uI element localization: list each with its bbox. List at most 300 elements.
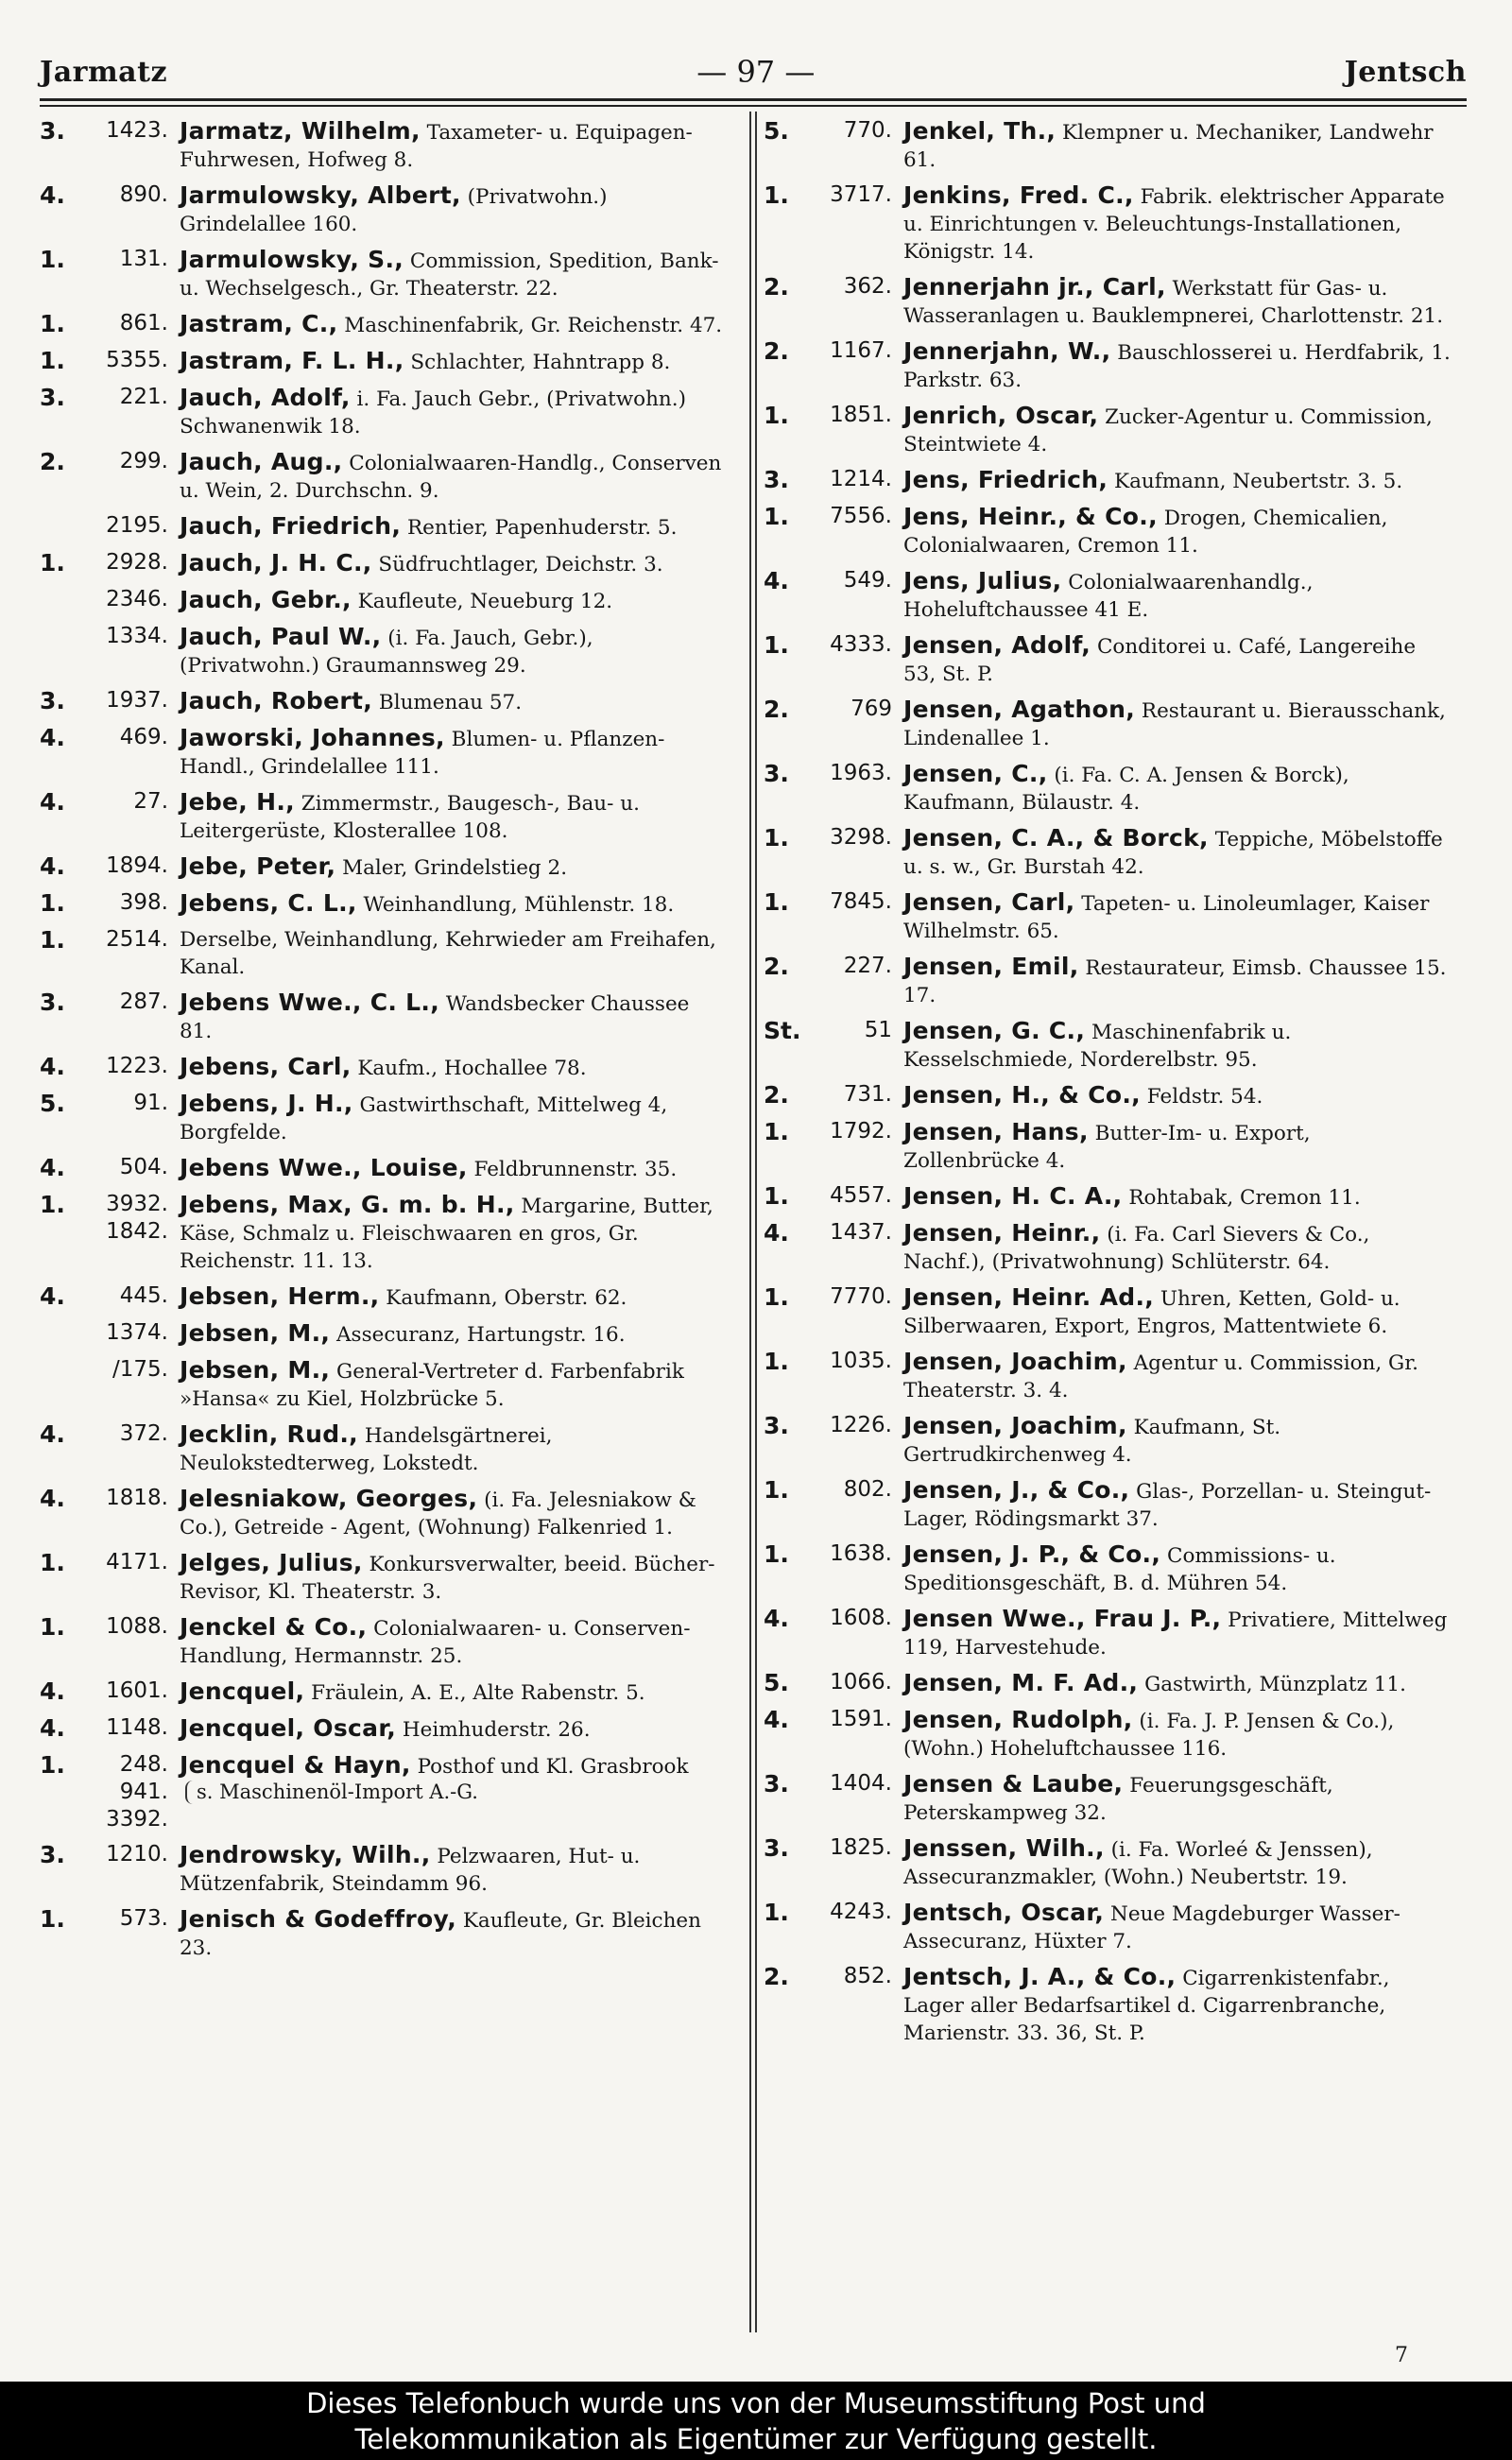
directory-entry	[40, 1549, 731, 1606]
directory-entry	[40, 1090, 731, 1146]
right-column	[764, 117, 1455, 2348]
entry-body	[180, 1751, 731, 1833]
phone-number: 549.	[843, 568, 892, 593]
directory-entry	[764, 1669, 1455, 1698]
exchange-zone: 1.	[764, 503, 789, 530]
phone-number: 362.	[843, 274, 892, 299]
phone-number: 1825.	[830, 1835, 892, 1860]
exchange-zone: 4.	[40, 1154, 65, 1181]
subscriber-name: Jauch, Aug.,	[180, 448, 343, 475]
page-header	[40, 49, 1467, 95]
subscriber-details: Wandsbecker Chaussee 81.	[180, 992, 690, 1043]
exchange-zone: 3.	[40, 117, 65, 145]
subscriber-name: Jencquel,	[180, 1677, 305, 1705]
directory-entry	[764, 337, 1455, 394]
subscriber-name: Jecklin, Rud.,	[180, 1420, 358, 1448]
subscriber-details: Neue Magdeburger Wasser-Assecuranz, Hüxter 7.	[903, 1902, 1400, 1953]
subscriber-details: Maschinenfabrik u. Kesselschmiede, Norderelbstr. 95.	[903, 1021, 1292, 1072]
subscriber-details: Feldstr. 54.	[1146, 1085, 1263, 1109]
bracket-note: s. Maschinenöl-Import A.-G.	[185, 1780, 478, 1804]
exchange-zone: 1.	[764, 1540, 789, 1568]
phone-number: 3717.	[830, 182, 892, 207]
exchange-zone: 1.	[764, 181, 789, 209]
directory-entry	[764, 1706, 1455, 1763]
phone-number: 227.	[843, 954, 892, 978]
directory-entry	[40, 1191, 731, 1275]
header-left-word: Jarmatz	[40, 55, 168, 89]
exchange-zone: 3.	[40, 384, 65, 411]
exchange-zone	[40, 586, 64, 615]
entry-body	[180, 347, 731, 376]
subscriber-details: Maschinenfabrik, Gr. Reichenstr. 47.	[344, 314, 723, 337]
phone-number: 1148.	[106, 1715, 168, 1740]
phone-number: 1223.	[106, 1054, 168, 1078]
subscriber-name: Jens, Friedrich,	[903, 466, 1108, 493]
directory-entry	[764, 696, 1455, 752]
phone-number: 3298.	[830, 825, 892, 850]
directory-entry	[764, 1283, 1455, 1340]
entry-body	[180, 448, 731, 505]
exchange-zone: 2.	[40, 448, 65, 475]
entry-body	[180, 687, 731, 716]
subscriber-name: Jentsch, J. A., & Co.,	[903, 1963, 1177, 1990]
entry-body	[903, 888, 1455, 945]
subscriber-details: Pelzwaaren, Hut- u. Mützenfabrik, Steindamm 96.	[180, 1845, 641, 1896]
phone-number: 1423.	[106, 118, 168, 143]
entry-body	[180, 1485, 731, 1541]
entry-body	[180, 989, 731, 1045]
entry-body	[903, 1899, 1455, 1955]
phone-number: 1851.	[830, 403, 892, 427]
subscriber-details: Feuerungsgeschäft, Peterskampweg 32.	[903, 1774, 1333, 1825]
entry-body	[180, 1677, 731, 1707]
exchange-zone: 1.	[764, 1118, 789, 1145]
entry-body	[180, 549, 731, 578]
subscriber-details: Kaufmann, Neubertstr. 3. 5.	[1114, 470, 1403, 493]
exchange-zone: 2.	[764, 1081, 789, 1109]
entry-body	[903, 1476, 1455, 1533]
subscriber-details: Fabrik. elektrischer Apparate u. Einrichtungen v. Beleuchtungs-Installationen, Königstr. 14.	[903, 185, 1445, 264]
directory-entry	[764, 1963, 1455, 2047]
directory-entry	[764, 1348, 1455, 1404]
subscriber-name: Jebsen, Herm.,	[180, 1282, 380, 1310]
entry-body	[903, 1182, 1455, 1212]
exchange-zone: 4.	[40, 1714, 65, 1742]
exchange-zone: 4.	[764, 567, 789, 594]
exchange-zone: 3.	[764, 1834, 789, 1862]
subscriber-name: Jebe, Peter,	[180, 852, 336, 880]
subscriber-name: Jensen, C. A., & Borck,	[903, 824, 1209, 852]
phone-number: 1334.	[106, 624, 168, 648]
directory-entry	[40, 512, 731, 542]
subscriber-details: Colonialwaaren-Handlg., Conserven u. Wein, 2. Durchschn. 9.	[180, 452, 722, 503]
entry-body	[903, 117, 1455, 174]
entry-body	[180, 926, 731, 981]
phone-number: 2928.	[106, 550, 168, 575]
subscriber-details: (i. Fa. J. P. Jensen & Co.), (Wohn.) Hoheluftchaussee 116.	[903, 1710, 1395, 1761]
directory-entry	[40, 117, 731, 174]
phone-number: 731.	[843, 1082, 892, 1107]
phone-number: 1088.	[106, 1614, 168, 1639]
subscriber-details: Margarine, Butter, Käse, Schmalz u. Fleischwaaren en gros, Gr. Reichenstr. 11. 13.	[180, 1195, 713, 1273]
exchange-zone: 1.	[764, 631, 789, 659]
directory-entry	[40, 1154, 731, 1183]
subscriber-details: Zucker-Agentur u. Commission, Steintwiete 4.	[903, 405, 1433, 456]
directory-entry	[764, 503, 1455, 559]
phone-number: 445.	[119, 1283, 168, 1308]
subscriber-details: Kaufmann, St. Gertrudkirchenweg 4.	[903, 1416, 1281, 1467]
entry-body	[180, 1356, 731, 1413]
subscriber-details: Kaufmann, Oberstr. 62.	[386, 1286, 627, 1310]
subscriber-name: Jauch, Adolf,	[180, 384, 351, 411]
column-divider-secondary	[755, 112, 757, 2332]
entry-body	[180, 117, 731, 174]
subscriber-name: Jensen, H., & Co.,	[903, 1081, 1141, 1109]
exchange-zone: 1.	[40, 549, 65, 576]
entry-body	[903, 402, 1455, 458]
exchange-zone: 2.	[764, 1963, 789, 1990]
phone-number: 573.	[119, 1906, 168, 1931]
exchange-zone: 5.	[40, 1090, 65, 1117]
phone-number: 1226.	[830, 1413, 892, 1437]
entry-body	[903, 631, 1455, 688]
entry-body	[180, 1191, 731, 1275]
subscriber-name: Jelges, Julius,	[180, 1549, 363, 1576]
subscriber-details: Rentier, Papenhuderstr. 5.	[406, 516, 678, 540]
exchange-zone: 1.	[764, 1348, 789, 1375]
exchange-zone: 1.	[764, 1182, 789, 1210]
subscriber-name: Jensen, C.,	[903, 760, 1048, 787]
subscriber-name: Jarmatz, Wilhelm,	[180, 117, 421, 145]
subscriber-details: Butter-Im- u. Export, Zollenbrücke 4.	[903, 1122, 1311, 1173]
subscriber-name: Jebsen, M.,	[180, 1319, 331, 1347]
directory-entry	[40, 852, 731, 882]
entry-body	[903, 273, 1455, 330]
directory-entry	[40, 246, 731, 302]
directory-entry	[40, 889, 731, 919]
subscriber-details: Südfruchtlager, Deichstr. 3.	[378, 553, 663, 576]
subscriber-details: (i. Fa. Jelesniakow & Co.), Getreide - Agent, (Wohnung) Falkenried 1.	[180, 1488, 696, 1540]
phone-number: 4171.	[106, 1550, 168, 1574]
subscriber-name: Jensen, Adolf,	[903, 631, 1091, 659]
subscriber-name: Jensen, Joachim,	[903, 1412, 1127, 1439]
entry-body	[903, 567, 1455, 624]
directory-entry	[764, 760, 1455, 817]
subscriber-name: Jensen Wwe., Frau J. P.,	[903, 1605, 1222, 1632]
entry-body	[180, 512, 731, 542]
subscriber-name: Jensen, Heinr.,	[903, 1219, 1101, 1247]
exchange-zone: 1.	[40, 1549, 65, 1576]
exchange-zone: 3.	[40, 1841, 65, 1868]
directory-entry	[40, 1356, 731, 1413]
subscriber-name: Jens, Heinr., & Co.,	[903, 503, 1158, 530]
subscriber-name: Jensen, M. F. Ad.,	[903, 1669, 1139, 1696]
exchange-zone: 4.	[40, 852, 65, 880]
subscriber-name: Jastram, F. L. H.,	[180, 347, 404, 374]
entry-body	[903, 1219, 1455, 1276]
directory-entry	[40, 1905, 731, 1962]
exchange-zone: 2.	[764, 273, 789, 301]
exchange-zone	[40, 1319, 64, 1349]
phone-number: 770.	[843, 118, 892, 143]
phone-number: 51	[864, 1018, 892, 1042]
directory-entry	[40, 1751, 731, 1833]
subscriber-details: Gastwirthschaft, Mittelweg 4, Borgfelde.	[180, 1093, 668, 1144]
exchange-zone: 1.	[40, 1905, 65, 1933]
directory-entry	[40, 926, 731, 981]
exchange-zone: 4.	[40, 1282, 65, 1310]
header-rule-secondary	[40, 105, 1467, 107]
directory-entry	[764, 181, 1455, 266]
directory-entry	[764, 953, 1455, 1009]
directory-entry	[40, 384, 731, 440]
directory-entry	[764, 1770, 1455, 1827]
directory-entry	[40, 549, 731, 578]
exchange-zone: 3.	[40, 989, 65, 1016]
entry-body	[903, 824, 1455, 881]
entry-body	[180, 1282, 731, 1312]
subscriber-name: Jensen, Emil,	[903, 953, 1079, 980]
subscriber-details: Bauschlosserei u. Herdfabrik, 1. Parkstr. 63.	[903, 341, 1451, 392]
phone-number: 861.	[119, 311, 168, 335]
exchange-zone: 4.	[764, 1706, 789, 1733]
exchange-zone	[40, 512, 64, 542]
entry-body	[180, 384, 731, 440]
subscriber-name: Jensen, Carl,	[903, 888, 1075, 916]
phone-number: 7770.	[830, 1284, 892, 1309]
subscriber-name: Jebens, Max, G. m. b. H.,	[180, 1191, 515, 1218]
phone-number: 890.	[119, 182, 168, 207]
entry-body	[180, 1613, 731, 1670]
entry-body	[180, 889, 731, 919]
phone-number: 7845.	[830, 889, 892, 914]
subscriber-name: Jauch, J. H. C.,	[180, 549, 372, 576]
directory-entry	[764, 824, 1455, 881]
subscriber-name: Jenssen, Wilh.,	[903, 1834, 1105, 1862]
directory-entry	[764, 1834, 1455, 1891]
subscriber-details: Commission, Spedition, Bank- u. Wechselgesch., Gr. Theaterstr. 22.	[180, 249, 719, 301]
subscriber-name: Jauch, Paul W.,	[180, 623, 382, 650]
entry-body	[903, 1706, 1455, 1763]
subscriber-name: Jendrowsky, Wilh.,	[180, 1841, 431, 1868]
exchange-zone	[40, 1356, 64, 1413]
phone-number: 4243.	[830, 1900, 892, 1924]
subscriber-name: Jensen & Laube,	[903, 1770, 1124, 1798]
exchange-zone: 4.	[40, 1420, 65, 1448]
subscriber-details: Fräulein, A. E., Alte Rabenstr. 5.	[311, 1681, 645, 1705]
subscriber-details: Colonialwaarenhandlg., Hoheluftchaussee 41 E.	[903, 571, 1314, 622]
entry-body	[180, 310, 731, 339]
exchange-zone: 1.	[764, 824, 789, 852]
exchange-zone: 4.	[40, 1677, 65, 1705]
credit-line-1: Dieses Telefonbuch wurde uns von der Museumsstiftung Post und	[306, 2387, 1206, 2419]
phone-number: 1601.	[106, 1678, 168, 1703]
column-divider	[749, 112, 751, 2332]
phone-number: 852.	[843, 1964, 892, 1988]
entry-body	[180, 788, 731, 845]
subscriber-details: Werkstatt für Gas- u. Wasseranlagen u. Bauklempnerei, Charlottenstr. 21.	[903, 277, 1444, 328]
phone-number: 4333.	[830, 632, 892, 657]
subscriber-details: i. Fa. Jauch Gebr., (Privatwohn.) Schwanenwik 18.	[180, 387, 686, 439]
phone-number: 1792.	[830, 1119, 892, 1144]
subscriber-details: (i. Fa. Worleé & Jenssen), Assecuranzmakler, (Wohn.) Neubertstr. 19.	[903, 1838, 1373, 1889]
subscriber-name: Jencquel & Hayn,	[180, 1751, 411, 1779]
subscriber-details: General-Vertreter d. Farbenfabrik »Hansa« zu Kiel, Holzbrücke 5.	[180, 1360, 684, 1411]
exchange-zone: 1.	[764, 1476, 789, 1504]
phone-number: 299.	[119, 449, 168, 473]
phone-number: 91.	[133, 1091, 168, 1115]
subscriber-details: (i. Fa. Carl Sievers & Co., Nachf.), (Privatwohnung) Schlüterstr. 64.	[903, 1223, 1370, 1274]
subscriber-name: Jens, Julius,	[903, 567, 1062, 594]
exchange-zone: St.	[764, 1017, 801, 1044]
exchange-zone: 1.	[764, 1283, 789, 1311]
subscriber-details: Kaufleute, Neueburg 12.	[357, 590, 613, 613]
directory-entry	[40, 623, 731, 680]
exchange-zone: 3.	[764, 466, 789, 493]
subscriber-details: Cigarrenkistenfabr., Lager aller Bedarfsartikel d. Cigarrenbranche, Marienstr. 33. 36, St. P.	[903, 1967, 1390, 2045]
exchange-zone: 4.	[40, 724, 65, 751]
subscriber-details: Drogen, Chemicalien, Colonialwaaren, Cremon 11.	[903, 507, 1388, 558]
directory-entry	[764, 402, 1455, 458]
phone-number: 131.	[119, 247, 168, 271]
phone-number: 221.	[119, 385, 168, 409]
directory-entry	[764, 1899, 1455, 1955]
entry-body	[903, 1348, 1455, 1404]
phone-number: 287.	[119, 989, 168, 1014]
exchange-zone: 4.	[40, 181, 65, 209]
subscriber-name: Jebens Wwe., Louise,	[180, 1154, 468, 1181]
subscriber-name: Jebens, Carl,	[180, 1053, 352, 1080]
subscriber-name: Jensen, J. P., & Co.,	[903, 1540, 1161, 1568]
entry-body	[180, 623, 731, 680]
subscriber-details: Handelsgärtnerei, Neulokstedterweg, Lokstedt.	[180, 1424, 553, 1475]
phone-number: 1210.	[106, 1842, 168, 1867]
phone-number: 3932. 1842.	[106, 1192, 168, 1244]
entry-body	[903, 1540, 1455, 1597]
subscriber-details: Kaufm., Hochallee 78.	[357, 1057, 587, 1080]
phone-number: 2514.	[106, 927, 168, 952]
exchange-zone: 1.	[764, 888, 789, 916]
subscriber-details: Schlachter, Hahntrapp 8.	[410, 351, 671, 374]
subscriber-name: Jencquel, Oscar,	[180, 1714, 397, 1742]
directory-entry	[40, 1714, 731, 1744]
directory-entry	[764, 1118, 1455, 1175]
subscriber-name: Jebens Wwe., C. L.,	[180, 989, 439, 1016]
directory-entry	[40, 347, 731, 376]
phone-number: 1066.	[830, 1670, 892, 1694]
directory-entry	[40, 724, 731, 781]
entry-body	[903, 1669, 1455, 1698]
directory-entry	[40, 687, 731, 716]
subscriber-name: Jenisch & Godeffroy,	[180, 1905, 456, 1933]
phone-number: 398.	[119, 890, 168, 915]
phone-number: 1608.	[830, 1606, 892, 1630]
entry-body	[180, 1841, 731, 1898]
entry-body	[903, 1412, 1455, 1469]
directory-entry	[764, 117, 1455, 174]
subscriber-details: Derselbe, Weinhandlung, Kehrwieder am Freihafen, Kanal.	[180, 928, 716, 979]
phone-number: 1894.	[106, 853, 168, 878]
phone-number: 1035.	[830, 1349, 892, 1373]
entry-body	[903, 1770, 1455, 1827]
phone-number: 1167.	[830, 338, 892, 363]
directory-entry	[764, 1219, 1455, 1276]
exchange-zone: 2.	[764, 696, 789, 723]
directory-entry	[40, 1282, 731, 1312]
directory-entry	[40, 586, 731, 615]
phone-number: 1937.	[106, 688, 168, 713]
subscriber-details: Blumen- u. Pflanzen-Handl., Grindelallee 111.	[180, 728, 665, 779]
subscriber-details: Conditorei u. Café, Langereihe 53, St. P.	[903, 635, 1417, 686]
exchange-zone: 1.	[40, 889, 65, 917]
subscriber-details: Posthof und Kl. Grasbrook	[417, 1755, 689, 1779]
entry-body	[180, 724, 731, 781]
subscriber-details: Uhren, Ketten, Gold- u. Silberwaaren, Export, Engros, Mattentwiete 6.	[903, 1287, 1400, 1338]
subscriber-details: Agentur u. Commission, Gr. Theaterstr. 3. 4.	[903, 1351, 1418, 1402]
header-right-word: Jentsch	[1344, 55, 1467, 89]
entry-body	[180, 181, 731, 238]
subscriber-name: Jensen, Rudolph,	[903, 1706, 1133, 1733]
directory-entry	[764, 567, 1455, 624]
directory-entry	[40, 1485, 731, 1541]
credit-line-2: Telekommunikation als Eigentümer zur Verfügung gestellt.	[354, 2423, 1158, 2455]
subscriber-name: Jennerjahn, W.,	[903, 337, 1111, 365]
subscriber-name: Jebens, J. H.,	[180, 1090, 353, 1117]
entry-body	[180, 1420, 731, 1477]
subscriber-name: Jensen, Joachim,	[903, 1348, 1127, 1375]
subscriber-details: Blumenau 57.	[378, 691, 523, 714]
exchange-zone: 1.	[40, 926, 65, 954]
phone-number: 27.	[133, 789, 168, 814]
credit-banner	[0, 2382, 1512, 2460]
phone-number: 1963.	[830, 761, 892, 785]
subscriber-name: Jentsch, Oscar,	[903, 1899, 1105, 1926]
subscriber-name: Jensen, H. C. A.,	[903, 1182, 1123, 1210]
entry-body	[903, 1017, 1455, 1074]
phone-number: 769	[850, 697, 892, 721]
subscriber-details: Zimmermstr., Baugesch-, Bau- u. Leitergerüste, Klosterallee 108.	[180, 792, 640, 843]
subscriber-details: Konkursverwalter, beeid. Bücher-Revisor, Kl. Theaterstr. 3.	[180, 1553, 715, 1604]
exchange-zone	[40, 623, 64, 680]
subscriber-name: Jebens, C. L.,	[180, 889, 357, 917]
directory-entry	[40, 1677, 731, 1707]
subscriber-name: Jaworski, Johannes,	[180, 724, 445, 751]
directory-entry	[764, 1017, 1455, 1074]
subscriber-details: (i. Fa. C. A. Jensen & Borck), Kaufmann, Bülaustr. 4.	[903, 764, 1349, 815]
subscriber-name: Jensen, Heinr. Ad.,	[903, 1283, 1155, 1311]
exchange-zone: 1.	[40, 1191, 65, 1218]
entry-body	[903, 696, 1455, 752]
entry-body	[180, 1905, 731, 1962]
directory-entry	[764, 273, 1455, 330]
subscriber-details: Gastwirth, Münzplatz 11.	[1144, 1673, 1406, 1696]
phone-number: /175.	[112, 1357, 168, 1382]
exchange-zone: 1.	[40, 310, 65, 337]
phone-number: 5355.	[106, 348, 168, 372]
subscriber-details: Maler, Grindelstieg 2.	[342, 856, 568, 880]
exchange-zone: 4.	[40, 788, 65, 816]
phone-number: 504.	[119, 1155, 168, 1179]
exchange-zone: 4.	[764, 1219, 789, 1247]
exchange-zone: 3.	[764, 760, 789, 787]
phone-number: 1374.	[106, 1320, 168, 1345]
entry-body	[903, 1283, 1455, 1340]
subscriber-name: Jarmulowsky, Albert,	[180, 181, 461, 209]
subscriber-details: Heimhuderstr. 26.	[402, 1718, 591, 1742]
exchange-zone: 1.	[40, 347, 65, 374]
directory-entry	[764, 1412, 1455, 1469]
exchange-zone: 1.	[40, 246, 65, 273]
